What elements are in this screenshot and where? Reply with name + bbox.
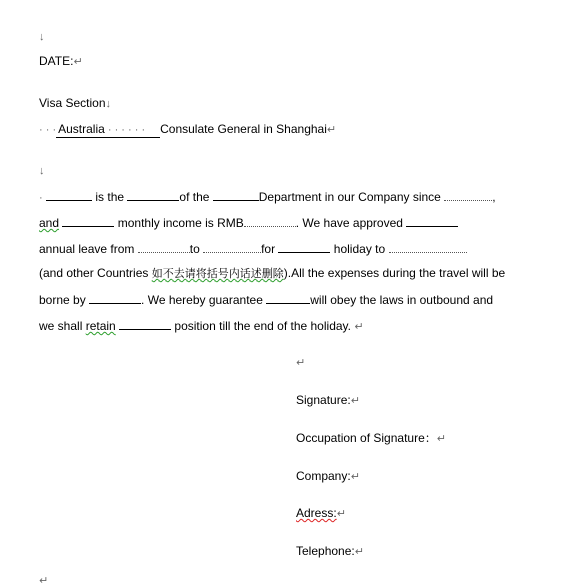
final-paragraph-mark: ↵ — [39, 575, 49, 587]
date-line: DATE:↵ — [39, 54, 83, 68]
salary-blank[interactable] — [62, 215, 114, 227]
since-date-blank[interactable] — [444, 189, 492, 201]
body-line-5: borne by . We hereby guarantee will obey the laws in outbound and — [39, 293, 494, 307]
company-label: Company: — [296, 469, 351, 483]
body-line-2: and monthly income is RMB . We have approved — [39, 215, 458, 230]
body-line-3: annual leave from to for holiday to — [39, 241, 467, 256]
body-line-1: · is the of the Department in our Company since , — [39, 190, 496, 204]
approved-blank[interactable] — [406, 215, 458, 227]
department-blank[interactable] — [213, 189, 259, 201]
destination-blank[interactable] — [389, 241, 467, 253]
rmb-blank[interactable] — [244, 215, 296, 227]
name-blank[interactable] — [46, 189, 92, 201]
occupation-label: Occupation of Signature： — [296, 431, 437, 445]
consulate-country-field: Australia · · · · · · — [56, 122, 160, 138]
body-line-4: (and other Countries 如不去请将括号内话述删除).All the expenses during the travel will be — [39, 266, 506, 280]
empty-line-mark: ↓ — [39, 165, 45, 177]
empty-paragraph-mark: ↵ — [296, 357, 306, 369]
signature-label: Signature: — [296, 393, 351, 407]
position-blank[interactable] — [127, 189, 179, 201]
visa-section-label: Visa Section — [39, 96, 106, 110]
visa-section-line: Visa Section↓ — [39, 96, 111, 110]
retain-blank[interactable] — [119, 318, 171, 330]
address-label: Adress: — [296, 506, 337, 520]
empty-paragraph-mark: ↓ — [39, 31, 45, 43]
borne-by-blank[interactable] — [89, 292, 141, 304]
telephone-label: Telephone: — [296, 544, 355, 558]
signature-line: Signature:↵ — [296, 393, 360, 407]
leave-from-blank[interactable] — [138, 241, 190, 253]
holiday-blank[interactable] — [278, 241, 330, 253]
consulate-line: · · · Australia · · · · · · Consulate General in Shanghai↵ — [39, 122, 337, 136]
consulate-name: Consulate General in Shanghai — [160, 122, 327, 136]
guarantee-blank[interactable] — [266, 292, 310, 304]
leave-to-blank[interactable] — [203, 241, 261, 253]
body-line-6: we shall retain position till the end of the holiday. ↵ — [39, 319, 364, 333]
date-label: DATE: — [39, 54, 74, 68]
telephone-line: Telephone:↵ — [296, 544, 364, 558]
address-line: Adress:↵ — [296, 506, 346, 520]
company-line: Company:↵ — [296, 469, 360, 483]
occupation-line: Occupation of Signature：↵ — [296, 431, 446, 445]
chinese-note: 如不去请将括号内话述删除 — [151, 267, 284, 280]
